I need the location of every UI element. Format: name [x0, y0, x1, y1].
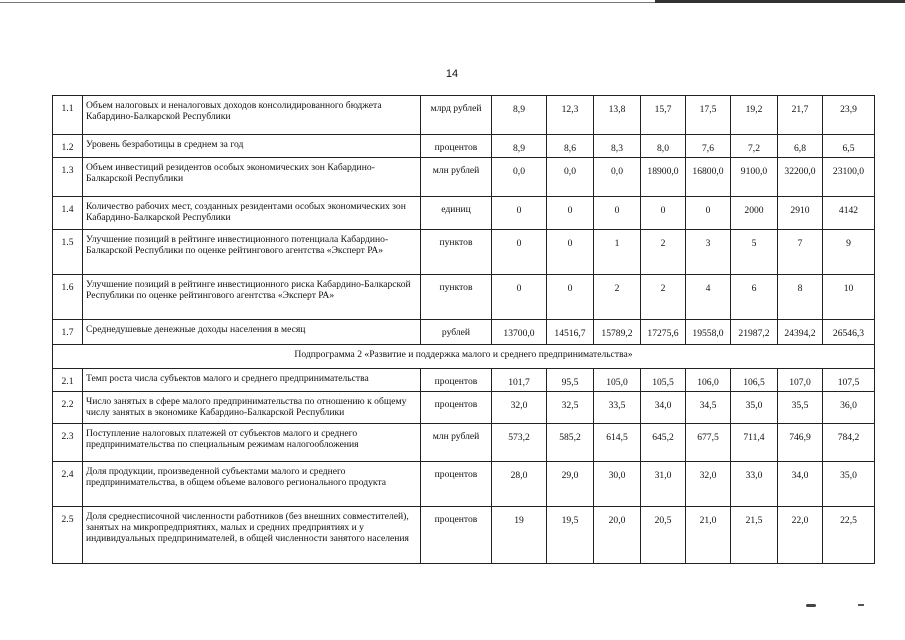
- indicator-name: Улучшение позиций в рейтинге инвестиционного риска Кабардино-Балкарской Республики по оценке рейтингового агентства «Эксперт РА»: [83, 275, 421, 320]
- table-row: [53, 158, 875, 197]
- value-cell: 32200,0: [778, 158, 823, 197]
- value-cell: 0,0: [547, 158, 594, 197]
- value-cell: 20,5: [641, 507, 686, 564]
- value-cell: 711,4: [731, 424, 778, 462]
- value-cell: 13,8: [594, 96, 641, 135]
- value-cell: 2: [641, 230, 686, 275]
- table-row: [53, 230, 875, 275]
- row-number: 2.2: [53, 392, 83, 424]
- value-cell: 585,2: [547, 424, 594, 462]
- value-cell: 2: [594, 275, 641, 320]
- value-cell: 17275,6: [641, 320, 686, 345]
- indicator-name: Среднедушевые денежные доходы населения в месяц: [83, 320, 421, 345]
- value-cell: 36,0: [823, 392, 875, 424]
- table-row: [53, 369, 875, 392]
- value-cell: 21,7: [778, 96, 823, 135]
- indicators-table-body: [53, 96, 875, 564]
- value-cell: 34,0: [641, 392, 686, 424]
- indicator-name: Темп роста числа субъектов малого и среднего предпринимательства: [83, 369, 421, 392]
- indicator-name: Доля среднесписочной численности работников (без внешних совместителей), занятых на микропредприятиях, малых и средних предприятиях и у индивидуальных предпринимателей, в общей численности занятого населения: [83, 507, 421, 564]
- value-cell: 19558,0: [686, 320, 731, 345]
- value-cell: 32,0: [492, 392, 547, 424]
- value-cell: 6: [731, 275, 778, 320]
- value-cell: 2000: [731, 197, 778, 230]
- value-cell: 2: [641, 275, 686, 320]
- indicator-name: Объем инвестиций резидентов особых экономических зон Кабардино-Балкарской Республики: [83, 158, 421, 197]
- value-cell: 0: [594, 197, 641, 230]
- page-number: 14: [445, 68, 459, 80]
- value-cell: 19,2: [731, 96, 778, 135]
- value-cell: 4142: [823, 197, 875, 230]
- value-cell: 0,0: [594, 158, 641, 197]
- row-number: 1.5: [53, 230, 83, 275]
- value-cell: 14516,7: [547, 320, 594, 345]
- value-cell: 107,5: [823, 369, 875, 392]
- row-number: 2.4: [53, 462, 83, 507]
- table-row: [53, 392, 875, 424]
- value-cell: 29,0: [547, 462, 594, 507]
- indicator-name: Число занятых в сфере малого предпринимательства по отношению к общему числу занятых в экономике Кабардино-Балкарской Республики: [83, 392, 421, 424]
- value-cell: 0: [547, 230, 594, 275]
- value-cell: 106,0: [686, 369, 731, 392]
- row-number: 1.1: [53, 96, 83, 135]
- value-cell: 6,8: [778, 135, 823, 158]
- value-cell: 10: [823, 275, 875, 320]
- value-cell: 8,6: [547, 135, 594, 158]
- value-cell: 19: [492, 507, 547, 564]
- value-cell: 17,5: [686, 96, 731, 135]
- value-cell: 12,3: [547, 96, 594, 135]
- value-cell: 32,0: [686, 462, 731, 507]
- unit-cell: процентов: [421, 507, 492, 564]
- value-cell: 0,0: [492, 158, 547, 197]
- unit-cell: рублей: [421, 320, 492, 345]
- value-cell: 33,5: [594, 392, 641, 424]
- value-cell: 101,7: [492, 369, 547, 392]
- value-cell: 24394,2: [778, 320, 823, 345]
- row-number: 1.7: [53, 320, 83, 345]
- value-cell: 21987,2: [731, 320, 778, 345]
- row-number: 1.4: [53, 197, 83, 230]
- scan-artifact: [858, 604, 864, 606]
- value-cell: 21,0: [686, 507, 731, 564]
- value-cell: 677,5: [686, 424, 731, 462]
- unit-cell: процентов: [421, 462, 492, 507]
- scan-top-edge: [0, 0, 905, 6]
- value-cell: 19,5: [547, 507, 594, 564]
- indicator-name: Доля продукции, произведенной субъектами малого и среднего предпринимательства, в общем объеме валового регионального продукта: [83, 462, 421, 507]
- scan-artifact: [806, 604, 816, 607]
- unit-cell: процентов: [421, 369, 492, 392]
- indicator-name: Поступление налоговых платежей от субъектов малого и среднего предпринимательства по специальным режимам налогообложения: [83, 424, 421, 462]
- row-number: 2.1: [53, 369, 83, 392]
- value-cell: 3: [686, 230, 731, 275]
- value-cell: 0: [641, 197, 686, 230]
- value-cell: 0: [492, 197, 547, 230]
- unit-cell: единиц: [421, 197, 492, 230]
- value-cell: 8: [778, 275, 823, 320]
- value-cell: 7,2: [731, 135, 778, 158]
- value-cell: 106,5: [731, 369, 778, 392]
- value-cell: 4: [686, 275, 731, 320]
- value-cell: 21,5: [731, 507, 778, 564]
- section-row: [53, 345, 875, 369]
- row-number: 2.5: [53, 507, 83, 564]
- value-cell: 95,5: [547, 369, 594, 392]
- table-row: [53, 135, 875, 158]
- value-cell: 15,7: [641, 96, 686, 135]
- table-row: [53, 424, 875, 462]
- value-cell: 8,3: [594, 135, 641, 158]
- unit-cell: млн рублей: [421, 158, 492, 197]
- value-cell: 22,5: [823, 507, 875, 564]
- table-row: [53, 96, 875, 135]
- value-cell: 0: [492, 275, 547, 320]
- value-cell: 34,0: [778, 462, 823, 507]
- value-cell: 614,5: [594, 424, 641, 462]
- value-cell: 6,5: [823, 135, 875, 158]
- value-cell: 8,0: [641, 135, 686, 158]
- value-cell: 23,9: [823, 96, 875, 135]
- value-cell: 645,2: [641, 424, 686, 462]
- value-cell: 0: [686, 197, 731, 230]
- value-cell: 746,9: [778, 424, 823, 462]
- value-cell: 0: [547, 197, 594, 230]
- row-number: 1.6: [53, 275, 83, 320]
- unit-cell: процентов: [421, 135, 492, 158]
- value-cell: 7,6: [686, 135, 731, 158]
- value-cell: 8,9: [492, 96, 547, 135]
- value-cell: 33,0: [731, 462, 778, 507]
- value-cell: 784,2: [823, 424, 875, 462]
- unit-cell: млрд рублей: [421, 96, 492, 135]
- value-cell: 9: [823, 230, 875, 275]
- scan-edge-mark: [655, 0, 905, 3]
- indicator-name: Количество рабочих мест, созданных резидентами особых экономических зон Кабардино-Балкарской Республики: [83, 197, 421, 230]
- value-cell: 23100,0: [823, 158, 875, 197]
- indicator-name: Улучшение позиций в рейтинге инвестиционного потенциала Кабардино-Балкарской Республики по оценке рейтингового агентства «Эксперт РА»: [83, 230, 421, 275]
- value-cell: 35,0: [731, 392, 778, 424]
- value-cell: 0: [492, 230, 547, 275]
- unit-cell: пунктов: [421, 275, 492, 320]
- value-cell: 35,0: [823, 462, 875, 507]
- value-cell: 13700,0: [492, 320, 547, 345]
- indicator-name: Объем налоговых и неналоговых доходов консолидированного бюджета Кабардино-Балкарской Республики: [83, 96, 421, 135]
- table-row: [53, 275, 875, 320]
- value-cell: 107,0: [778, 369, 823, 392]
- row-number: 1.2: [53, 135, 83, 158]
- row-number: 1.3: [53, 158, 83, 197]
- row-number: 2.3: [53, 424, 83, 462]
- value-cell: 9100,0: [731, 158, 778, 197]
- unit-cell: пунктов: [421, 230, 492, 275]
- indicators-table: [52, 95, 875, 564]
- value-cell: 105,0: [594, 369, 641, 392]
- value-cell: 5: [731, 230, 778, 275]
- table-row: [53, 197, 875, 230]
- value-cell: 22,0: [778, 507, 823, 564]
- value-cell: 7: [778, 230, 823, 275]
- value-cell: 15789,2: [594, 320, 641, 345]
- value-cell: 16800,0: [686, 158, 731, 197]
- value-cell: 31,0: [641, 462, 686, 507]
- value-cell: 1: [594, 230, 641, 275]
- value-cell: 20,0: [594, 507, 641, 564]
- value-cell: 18900,0: [641, 158, 686, 197]
- value-cell: 28,0: [492, 462, 547, 507]
- value-cell: 2910: [778, 197, 823, 230]
- table-row: [53, 462, 875, 507]
- value-cell: 35,5: [778, 392, 823, 424]
- value-cell: 26546,3: [823, 320, 875, 345]
- table-row: [53, 507, 875, 564]
- value-cell: 573,2: [492, 424, 547, 462]
- value-cell: 0: [547, 275, 594, 320]
- value-cell: 30,0: [594, 462, 641, 507]
- value-cell: 32,5: [547, 392, 594, 424]
- table-row: [53, 320, 875, 345]
- value-cell: 8,9: [492, 135, 547, 158]
- unit-cell: млн рублей: [421, 424, 492, 462]
- value-cell: 34,5: [686, 392, 731, 424]
- unit-cell: процентов: [421, 392, 492, 424]
- section-title: Подпрограмма 2 «Развитие и поддержка малого и среднего предпринимательства»: [53, 345, 875, 369]
- value-cell: 105,5: [641, 369, 686, 392]
- indicator-name: Уровень безработицы в среднем за год: [83, 135, 421, 158]
